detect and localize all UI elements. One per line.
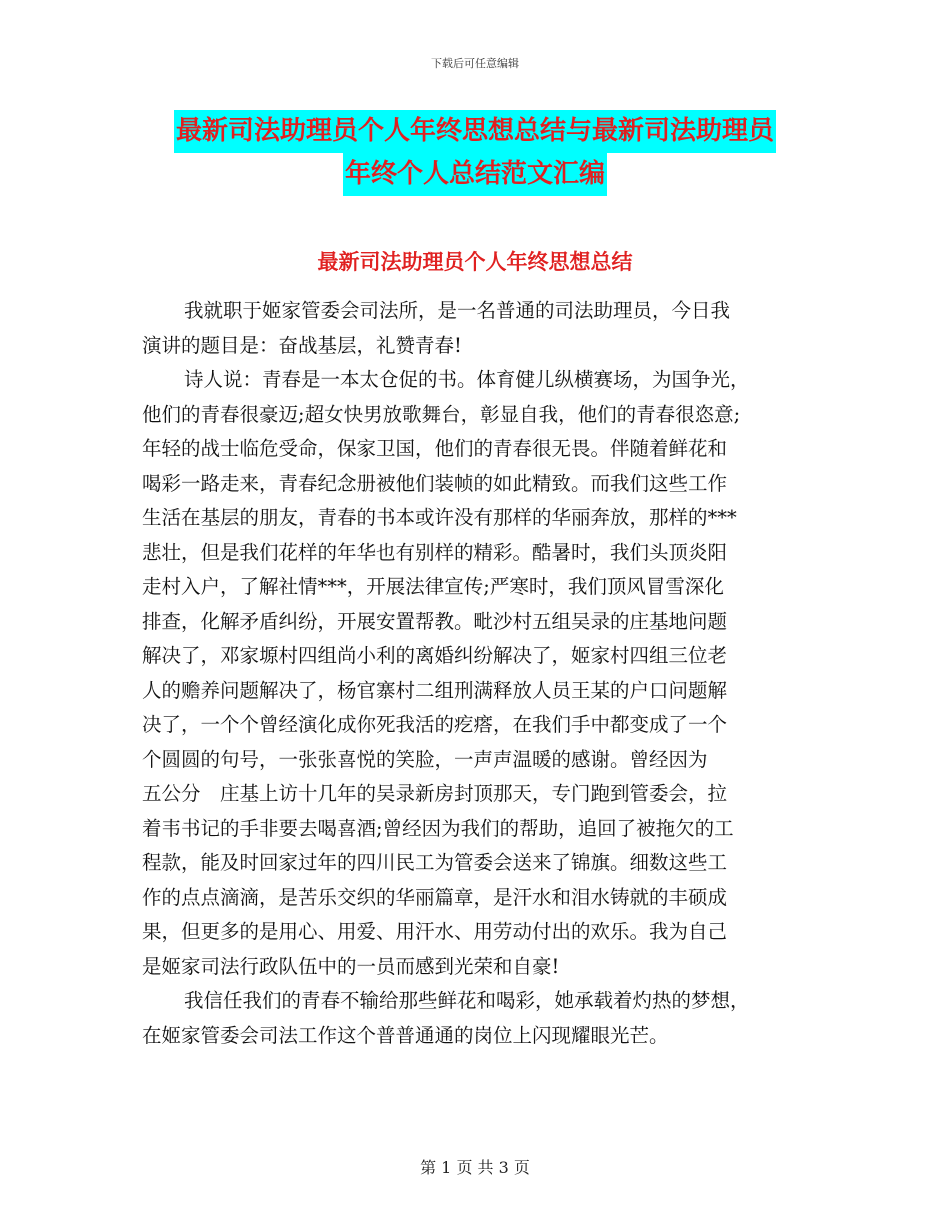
text-line: 个圆圆的句号，一张张喜悦的笑脸，一声声温暖的感谢。曾经因为 (142, 747, 708, 771)
text-line: 走村入户，了解社情***，开展法律宣传;严寒时，我们顶风冒雪深化 (142, 575, 724, 598)
text-line: 我信任我们的青春不输给那些鲜花和喝彩，她承载着灼热的梦想， (184, 989, 750, 1012)
text-line: 年轻的战士临危受命，保家卫国，他们的青春很无畏。伴随着鲜花和 (142, 437, 728, 460)
document-body (142, 294, 812, 1053)
text-line: 程款，能及时回家过年的四川民工为管委会送来了锦旗。细数这些工 (142, 851, 728, 874)
text-line: 他们的青春很豪迈;超女快男放歌舞台，彰显自我，他们的青春很恣意; (142, 402, 741, 426)
paragraph-1 (142, 294, 812, 363)
title-line-2: 年终个人总结范文汇编 (343, 153, 607, 196)
text-line: 我就职于姬家管委会司法所，是一名普通的司法助理员，今日我 (184, 299, 731, 322)
text-line: 喝彩一路走来，青春纪念册被他们装帧的如此精致。而我们这些工作 (142, 471, 728, 495)
text-line: 作的点点滴滴，是苦乐交织的华丽篇章，是汗水和泪水铸就的丰硕成 (142, 885, 728, 909)
text-line: 在姬家管委会司法工作这个普普通通的岗位上闪现耀眼光芒。 (142, 1023, 669, 1047)
text-line: 决了，一个个曾经演化成你死我活的疙瘩，在我们手中都变成了一个 (142, 713, 728, 736)
text-line: 演讲的题目是：奋战基层，礼赞青春! (142, 333, 462, 357)
text-line: 人的赡养问题解决了，杨官寨村二组刑满释放人员王某的户口问题解 (142, 678, 728, 702)
text-line: 排查，化解矛盾纠纷，开展安置帮教。毗沙村五组吴录的庄基地问题 (142, 609, 728, 633)
document-title (0, 110, 950, 196)
text-line: 诗人说：青春是一本太仓促的书。体育健儿纵横赛场，为国争光， (184, 368, 750, 391)
text-line: 着韦书记的手非要去喝喜酒;曾经因为我们的帮助，追回了被拖欠的工 (142, 816, 734, 840)
header-note: 下载后可任意编辑 (431, 57, 519, 70)
paragraph-2 (142, 363, 812, 984)
text-line: 解决了，邓家塬村四组尚小利的离婚纠纷解决了，姬家村四组三位老 (142, 644, 728, 667)
text-line: 生活在基层的朋友，青春的书本或许没有那样的华丽奔放，那样的*** (142, 506, 737, 529)
text-line: 五公分 庄基上访十几年的吴录新房封顶那天，专门跑到管委会，拉 (142, 782, 728, 805)
text-line: 悲壮，但是我们花样的年华也有别样的精彩。酷暑时，我们头顶炎阳 (142, 540, 728, 564)
title-line-1: 最新司法助理员个人年终思想总结与最新司法助理员 (174, 110, 776, 153)
text-line: 是姬家司法行政队伍中的一员而感到光荣和自豪! (142, 954, 560, 978)
paragraph-3 (142, 984, 812, 1053)
section-heading: 最新司法助理员个人年终思想总结 (317, 250, 633, 274)
page-number-footer: 第 1 页 共 3 页 (420, 1158, 530, 1177)
text-line: 果，但更多的是用心、用爱、用汗水、用劳动付出的欢乐。我为自己 (142, 920, 728, 943)
